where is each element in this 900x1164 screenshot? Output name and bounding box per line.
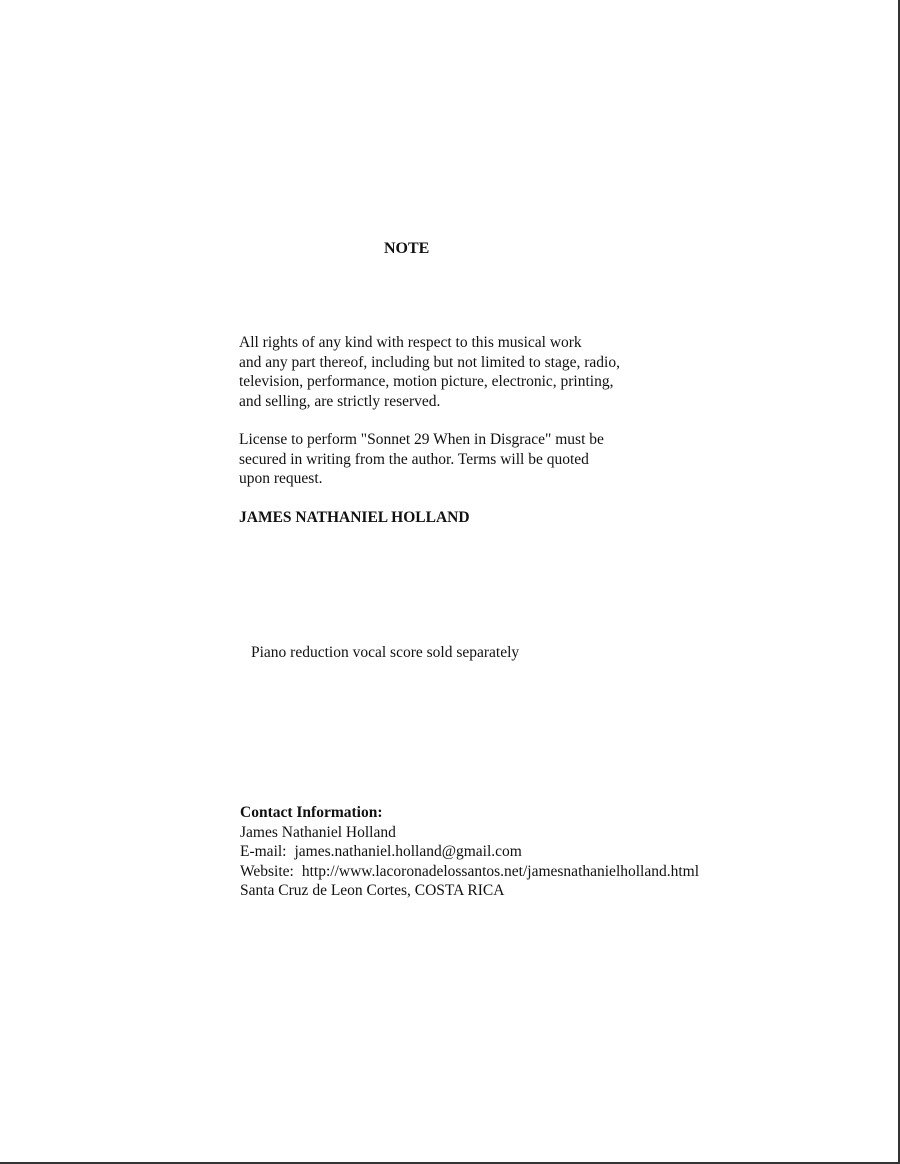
license-paragraph: License to perform "Sonnet 29 When in Disgrace" must be secured in writing from the author. Terms will be quoted upon request. [239,431,604,487]
piano-reduction-note: Piano reduction vocal score sold separately [251,644,520,661]
website-label: Website: [240,862,294,880]
author-name: JAMES NATHANIEL HOLLAND [239,509,470,526]
contact-email-row [240,842,699,862]
email-link[interactable]: james.nathaniel.holland@gmail.com [294,843,522,860]
rights-paragraph: All rights of any kind with respect to this musical work and any part thereof, including but not limited to stage, radio, television, performance, motion picture, electronic, printing, and selling, are strictly reserved. [239,334,620,410]
website-link[interactable]: http://www.lacoronadelossantos.net/jamesnathanielholland.html [301,862,700,880]
contact-heading: Contact Information: [240,804,383,821]
note-title: NOTE [384,240,430,257]
contact-website-row [240,862,699,882]
contact-name: James Nathaniel Holland [240,823,396,841]
contact-block [240,803,699,901]
email-label: E-mail: [240,843,287,860]
contact-location: Santa Cruz de Leon Cortes, COSTA RICA [240,882,505,899]
